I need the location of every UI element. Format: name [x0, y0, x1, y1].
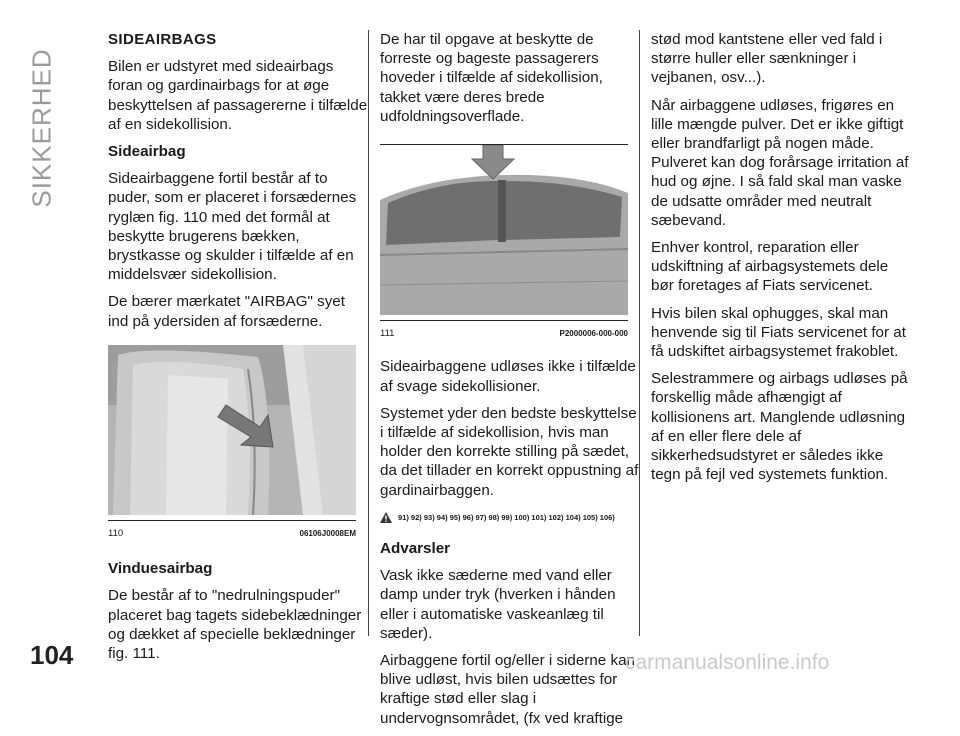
column-3 [651, 30, 913, 492]
figure-number: 110 [108, 528, 124, 540]
section-heading: SIDEAIRBAGS [108, 31, 217, 48]
paragraph: De har til opgave at beskytte de forreste og bageste passagerers hoveder i tilfælde af sidekollision, takket være deres brede udfoldningsoverflade. [380, 31, 603, 125]
figure-code: 06106J0008EM [299, 529, 356, 539]
car-side-illustration [380, 145, 628, 315]
paragraph: stød mod kantstene eller ved fald i større huller eller sænkninger i vejbanen, osv...). [651, 31, 883, 87]
paragraph: De består af to "nedrulningspuder" placeret bag tagets sidebeklædninger og dækket af specielle beklædninger fig. 111. [108, 587, 362, 663]
intro-paragraph: Bilen er udstyret med sideairbags foran og gardinairbags for at øge beskyttelsen af passagererne i tilfælde af en sidekollision. [108, 58, 368, 133]
paragraph: Airbaggene fortil og/eller i siderne kan blive udløst, hvis bilen udsættes for kraftige stød eller slag i undervognsområdet, (fx ved kraftige [380, 652, 635, 727]
paragraph: Vask ikke sæderne med vand eller damp under tryk (hverken i hånden eller i automatiske vaskeanlæg til sæder). [380, 567, 616, 642]
seat-airbag-illustration [108, 345, 356, 515]
warning-triangle-icon [380, 512, 392, 523]
column-2 [380, 30, 640, 736]
section-side-tab [22, 28, 62, 228]
paragraph: Selestrammere og airbags udløses på forskellig måde afhængigt af kollisionens art. Manglende udløsning af en eller flere dele af sikkerhedsudstyret er således ikke tegn på fejl ved systemets funktion. [651, 370, 908, 484]
watermark: carmanualsonline.info [625, 651, 830, 674]
paragraph: Når airbaggene udløses, frigøres en lille mængde pulver. Det er ikke giftigt eller brandfarligt på nogen måde. Pulveret kan dog forårsage irritation af hud og øjne. I så fald skal man vaske de udsatte områder med neutralt sæbevand. [651, 96, 909, 229]
paragraph: Sideairbaggene udløses ikke i tilfælde af svage sidekollisioner. [380, 358, 636, 395]
figure-111 [380, 144, 628, 343]
page-number: 104 [30, 640, 74, 670]
section-title: SIKKERHED [26, 48, 57, 208]
figure-code: P2000006-000-000 [559, 329, 628, 339]
paragraph: De bærer mærkatet "AIRBAG" syet ind på ydersiden af forsæderne. [108, 293, 345, 330]
warning-references [380, 508, 640, 527]
subheading-advarsler: Advarsler [380, 540, 451, 558]
paragraph: Enhver kontrol, reparation eller udskiftning af airbagsystemets dele bør foretages af Fiats servicenet. [651, 239, 889, 295]
subheading-vinduesairbag: Vinduesairbag [108, 560, 213, 578]
paragraph: Systemet yder den bedste beskyttelse i tilfælde af sidekollision, hvis man holder den korrekte stilling på sædet, da det tillader en korrekt oppustning af gardinairbaggen. [380, 404, 639, 499]
column-1 [108, 30, 368, 671]
column-divider [368, 30, 369, 636]
warning-reference-list: 91) 92) 93) 94) 95) 96) 97) 98) 99) 100) 101) 102) 104) 105) 106) [398, 512, 615, 522]
figure-number: 111 [380, 328, 395, 340]
subheading-sideairbag: Sideairbag [108, 143, 186, 161]
paragraph: Hvis bilen skal ophugges, skal man henvende sig til Fiats servicenet for at få udskiftet airbagsystemet frakoblet. [651, 304, 906, 361]
figure-110 [108, 345, 356, 543]
paragraph: Sideairbaggene fortil består af to puder, som er placeret i forsædernes ryglæn fig. 110 med det formål at beskytte brugerens bækken, brystkasse og skulder i tilfælde af en middelsvær sidekollision. [108, 170, 357, 284]
